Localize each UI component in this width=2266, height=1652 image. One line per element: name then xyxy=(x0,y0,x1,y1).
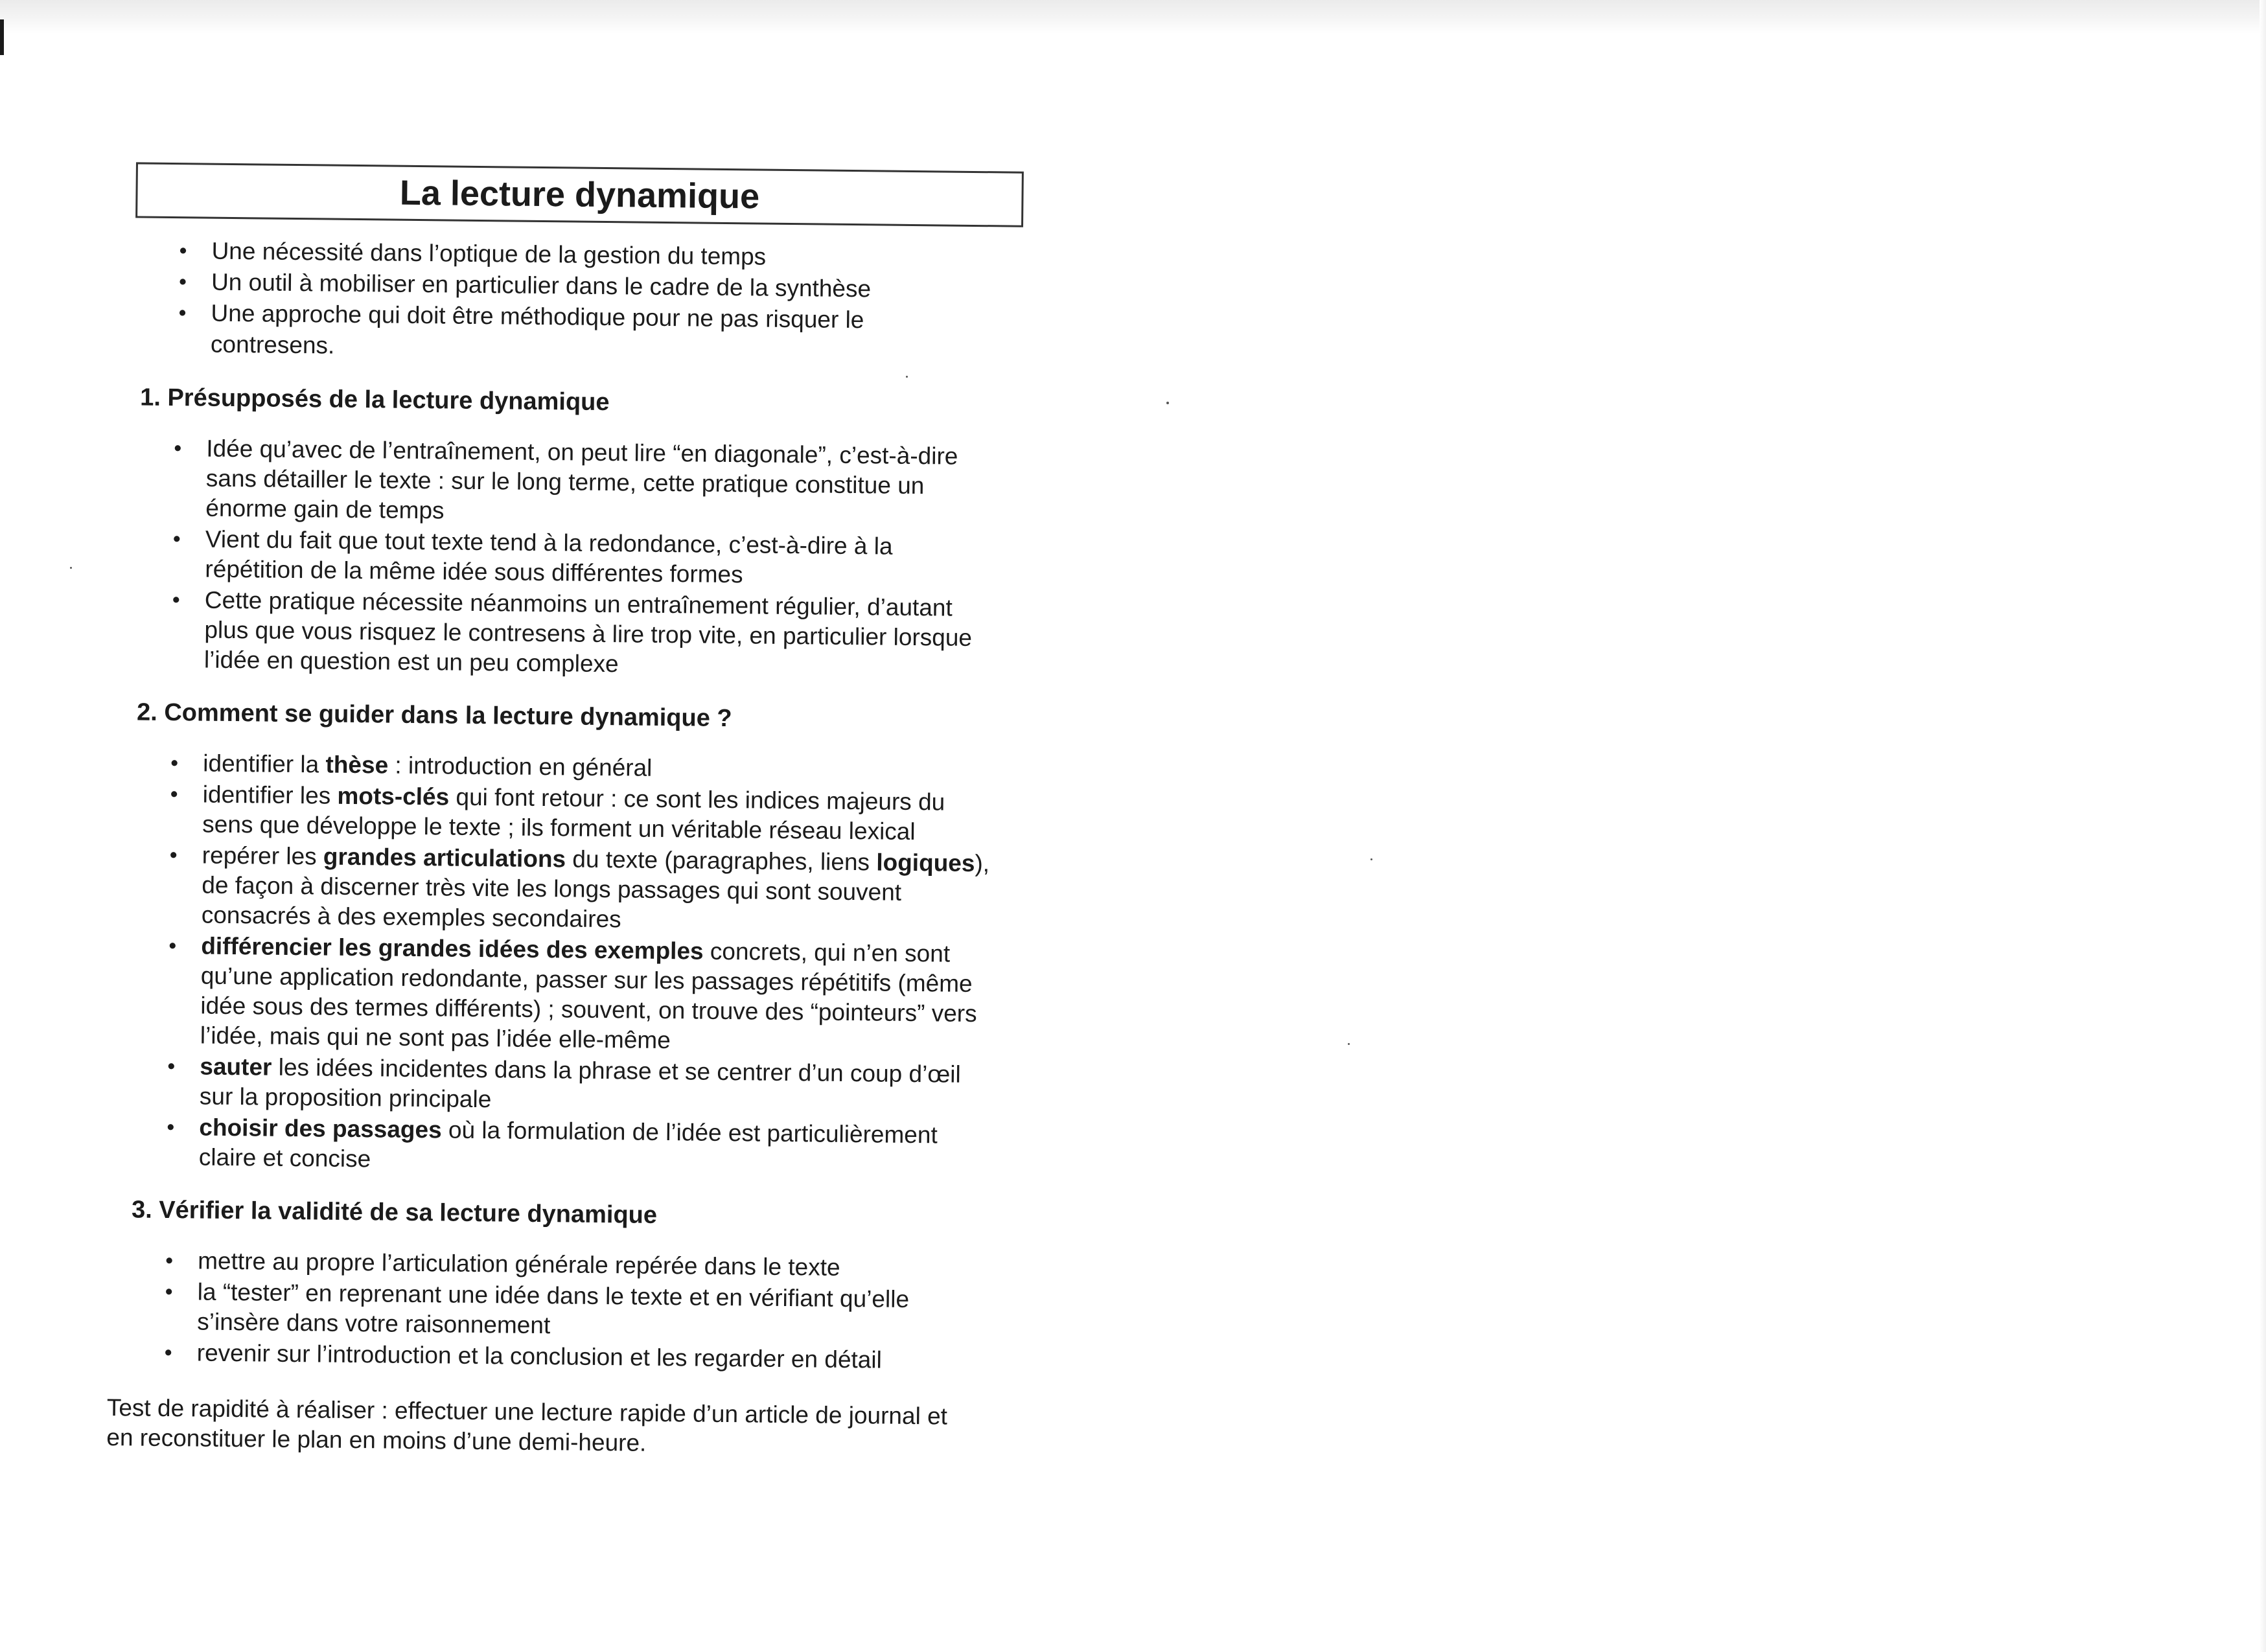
list-item: • Une nécessité dans l’optique de la gestion du temps xyxy=(211,236,976,275)
keyword: choisir des passages xyxy=(199,1114,442,1143)
keyword: thèse xyxy=(325,751,389,779)
list-item: • Cette pratique nécessite néanmoins un entraînement régulier, d’autant plus que vous risquez le contresens à lire trop vite, en particulier lorsque l’idée en question est un peu complexe xyxy=(204,586,995,683)
bullet-icon: • xyxy=(164,1340,172,1366)
bullet-icon: • xyxy=(167,1054,176,1079)
bullet-icon: • xyxy=(165,1279,173,1305)
list-item: • Une approche qui doit être méthodique pour ne pas risquer le contresens. xyxy=(211,298,976,368)
list-item: • Idée qu’avec de l’entraînement, on peut lire “en diagonale”, c’est-à-dire sans détailler le texte : sur le long terme, cette pratique constitue un énorme gain de temps xyxy=(205,434,997,532)
scan-top-edge xyxy=(0,0,2266,34)
list-item: • choisir des passages où la formulation de l’idée est particulièrement claire et concise xyxy=(199,1113,990,1181)
intro-list xyxy=(178,236,977,368)
keyword: mots-clés xyxy=(337,782,450,810)
bullet-icon: • xyxy=(165,1248,174,1274)
list-item: • identifier la thèse : introduction en général xyxy=(203,749,993,787)
bullet-icon: • xyxy=(170,782,178,807)
document-page xyxy=(97,162,1043,1462)
keyword: différencier les grandes idées des exemples xyxy=(201,932,704,965)
bullet-icon: • xyxy=(179,238,187,264)
scan-right-edge xyxy=(2260,0,2266,1652)
bullet-icon: • xyxy=(172,588,181,613)
bullet-icon: • xyxy=(174,436,182,461)
list-item: • identifier les mots-clés qui font retour : ce sont les indices majeurs du sens que développe le texte ; ils forment un véritable réseau lexical xyxy=(202,780,993,848)
keyword: logiques xyxy=(876,849,975,877)
keyword: grandes articulations xyxy=(323,843,566,873)
section-heading: 3. Vérifier la validité de sa lecture dynamique xyxy=(131,1196,658,1229)
bullet-icon: • xyxy=(168,934,177,959)
section-heading: 2. Comment se guider dans la lecture dynamique ? xyxy=(136,698,732,733)
section-heading: 1. Présupposés de la lecture dynamique xyxy=(139,384,610,417)
list-item: • Un outil à mobiliser en particulier dans le cadre de la synthèse xyxy=(211,267,976,306)
scan-speck xyxy=(1370,858,1372,860)
closing-paragraph: Test de rapidité à réaliser : effectuer une lecture rapide d’un article de journal et en reconstituer le plan en moins d’une demi-heure. xyxy=(106,1394,948,1456)
bullet-icon: • xyxy=(169,843,178,868)
section-2-list xyxy=(167,749,994,1181)
bullet-icon: • xyxy=(172,527,181,552)
list-item: • différencier les grandes idées des exemples concrets, qui n’en sont qu’une application redondante, passer sur les passages répétitifs (même idée sous des termes différents) ; souvent, on trouve des “pointeurs” vers l’idée, mais qui ne sont pas l’idée elle-même xyxy=(200,932,992,1059)
scan-speck xyxy=(1166,402,1169,404)
keyword: sauter xyxy=(200,1053,272,1081)
scan-margin-mark xyxy=(0,19,4,55)
list-item: • Vient du fait que tout texte tend à la redondance, c’est-à-dire à la répétition de la même idée sous différentes formes xyxy=(205,525,996,593)
list-item: • la “tester” en reprenant une idée dans le texte et en vérifiant qu’elle s’insère dans votre raisonnement xyxy=(197,1278,988,1346)
list-item: • sauter les idées incidentes dans la phrase et se centrer d’un coup d’œil sur la proposition principale xyxy=(200,1052,991,1120)
scan-speck xyxy=(1348,1043,1350,1045)
scan-speck xyxy=(70,567,72,569)
list-item: • revenir sur l’introduction et la conclusion et les regarder en détail xyxy=(197,1338,988,1377)
bullet-icon: • xyxy=(167,1114,175,1140)
page-title: La lecture dynamique xyxy=(135,162,1024,227)
list-item: • repérer les grandes articulations du texte (paragraphes, liens logiques), de façon à discerner très vite les longs passages qui sont souvent consacrés à des exemples secondaires xyxy=(202,841,993,939)
section-1-list xyxy=(172,434,997,683)
bullet-icon: • xyxy=(178,301,187,326)
bullet-icon: • xyxy=(178,270,187,295)
bullet-icon: • xyxy=(170,751,179,776)
list-item: • mettre au propre l’articulation générale repérée dans le texte xyxy=(198,1246,988,1285)
section-3-list xyxy=(164,1246,989,1377)
